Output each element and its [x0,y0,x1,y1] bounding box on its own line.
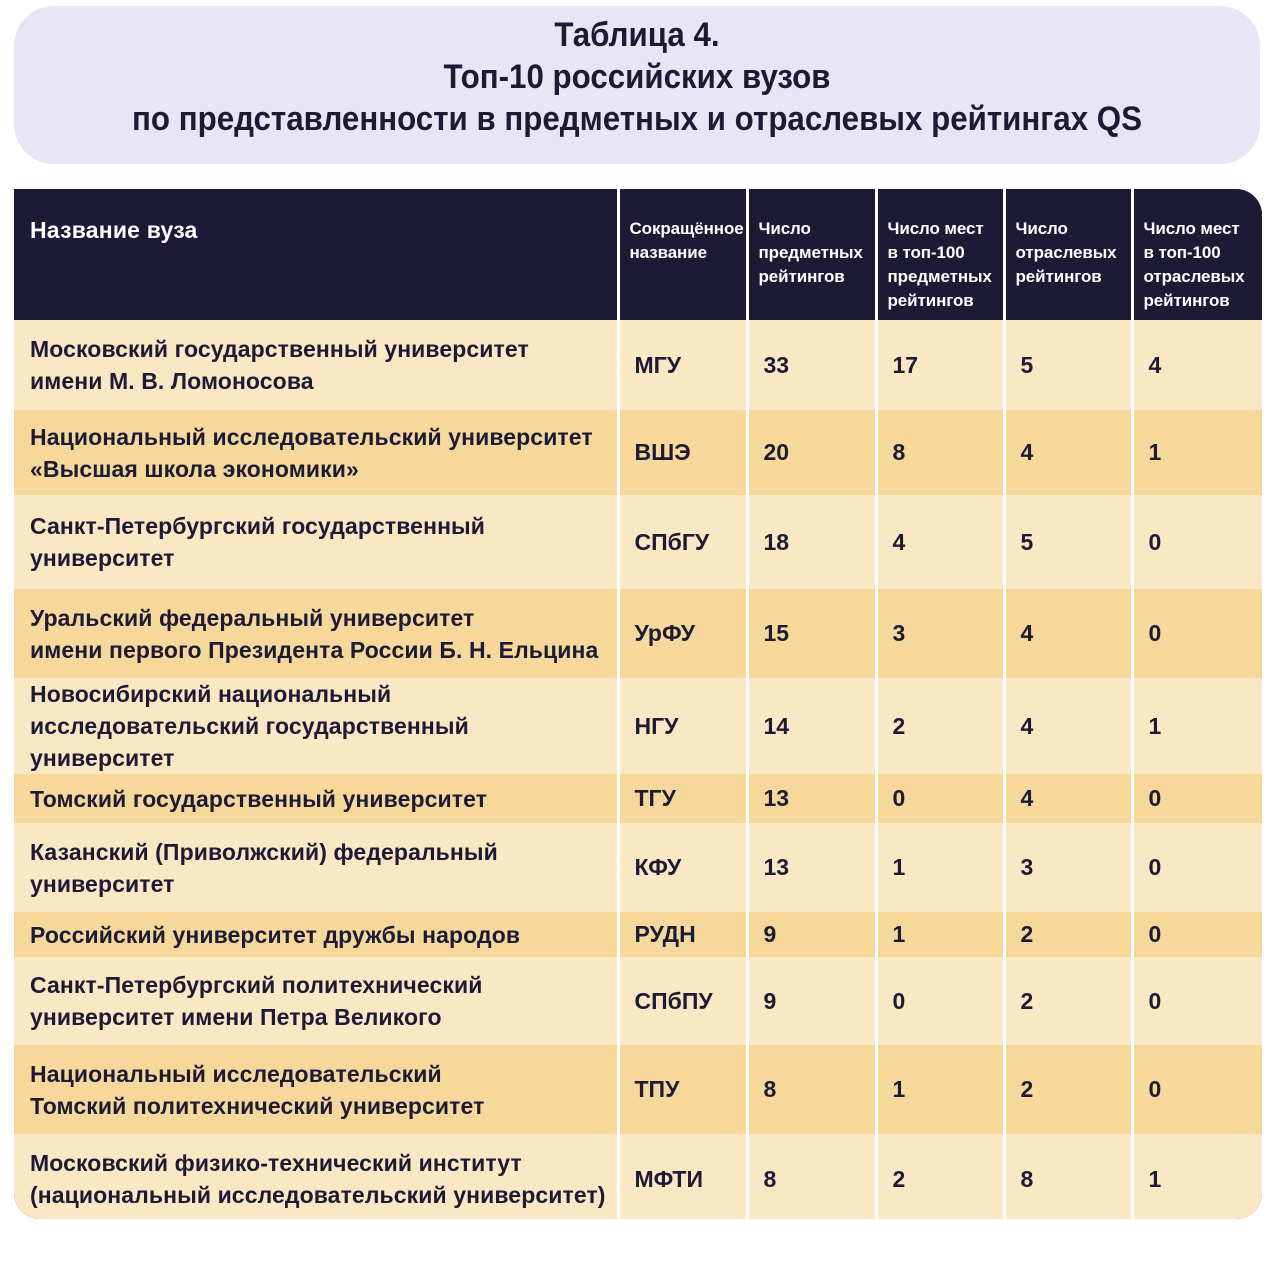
subject-top100-cell: 2 [876,1134,1004,1219]
subject-top100-cell: 4 [876,495,1004,589]
industry-top100-cell: 4 [1132,320,1262,410]
industry-count-cell: 4 [1004,589,1132,678]
university-name-cell: Московский государственный университет имени М. В. Ломоносова [14,320,618,410]
university-name-cell: Санкт-Петербургский политехнический университет имени Петра Великого [14,957,618,1045]
industry-count-cell: 4 [1004,410,1132,495]
industry-top100-cell: 0 [1132,957,1262,1045]
table-row [14,320,1262,410]
ranking-table [14,189,1262,1219]
header-subject-top100: Число мест в топ-100 предметных рейтингов [876,189,1004,320]
university-name-cell: Российский университет дружбы народов [14,912,618,957]
subject-count-cell: 33 [747,320,876,410]
university-name-cell: Национальный исследовательский Томский политехнический университет [14,1045,618,1134]
industry-count-cell: 2 [1004,912,1132,957]
subject-top100-cell: 1 [876,1045,1004,1134]
abbreviation-cell: РУДН [618,912,747,957]
industry-count-cell: 4 [1004,678,1132,774]
industry-top100-cell: 1 [1132,410,1262,495]
university-name-cell: Санкт-Петербургский государственный университет [14,495,618,589]
subject-count-cell: 9 [747,912,876,957]
table-title: Топ-10 российских вузов [443,58,831,96]
table-row [14,1134,1262,1219]
abbreviation-cell: КФУ [618,823,747,912]
abbreviation-cell: УрФУ [618,589,747,678]
subject-top100-cell: 8 [876,410,1004,495]
header-subject-count: Число предметных рейтингов [747,189,876,320]
industry-count-cell: 2 [1004,957,1132,1045]
subject-top100-cell: 17 [876,320,1004,410]
header-industry-top100: Число мест в топ-100 отраслевых рейтингов [1132,189,1262,320]
table-header-row [14,189,1262,320]
subject-top100-cell: 2 [876,678,1004,774]
abbreviation-cell: СПбГУ [618,495,747,589]
header-university-name: Название вуза [14,189,618,320]
industry-top100-cell: 0 [1132,823,1262,912]
subject-count-cell: 15 [747,589,876,678]
industry-top100-cell: 1 [1132,678,1262,774]
industry-count-cell: 8 [1004,1134,1132,1219]
abbreviation-cell: МГУ [618,320,747,410]
industry-count-cell: 5 [1004,495,1132,589]
university-name-cell: Уральский федеральный университет имени первого Президента России Б. Н. Ельцина [14,589,618,678]
subject-count-cell: 13 [747,823,876,912]
subject-top100-cell: 0 [876,774,1004,823]
industry-top100-cell: 0 [1132,495,1262,589]
industry-top100-cell: 0 [1132,589,1262,678]
abbreviation-cell: МФТИ [618,1134,747,1219]
table-row [14,678,1262,774]
table-row [14,410,1262,495]
header-industry-count: Число отраслевых рейтингов [1004,189,1132,320]
industry-count-cell: 2 [1004,1045,1132,1134]
table-row [14,774,1262,823]
subject-top100-cell: 0 [876,957,1004,1045]
table-row [14,823,1262,912]
abbreviation-cell: ТПУ [618,1045,747,1134]
industry-top100-cell: 0 [1132,1045,1262,1134]
industry-top100-cell: 0 [1132,774,1262,823]
subject-count-cell: 8 [747,1045,876,1134]
abbreviation-cell: НГУ [618,678,747,774]
subject-count-cell: 20 [747,410,876,495]
abbreviation-cell: СПбПУ [618,957,747,1045]
subject-count-cell: 8 [747,1134,876,1219]
subject-top100-cell: 1 [876,912,1004,957]
industry-count-cell: 3 [1004,823,1132,912]
subject-top100-cell: 1 [876,823,1004,912]
university-name-cell: Томский государственный университет [14,774,618,823]
ranking-table-container [14,189,1262,1219]
table-title-box [14,6,1260,164]
university-name-cell: Московский физико-технический институт (национальный исследовательский университет) [14,1134,618,1219]
industry-count-cell: 5 [1004,320,1132,410]
subject-top100-cell: 3 [876,589,1004,678]
table-subtitle: по представленности в предметных и отраслевых рейтингах QS [132,100,1142,138]
table-row [14,589,1262,678]
industry-count-cell: 4 [1004,774,1132,823]
subject-count-cell: 9 [747,957,876,1045]
subject-count-cell: 14 [747,678,876,774]
header-abbreviation: Сокращённое название [618,189,747,320]
table-row [14,957,1262,1045]
table-number: Таблица 4. [554,16,720,54]
university-name-cell: Новосибирский национальный исследовательский государственный университет [14,678,618,774]
abbreviation-cell: ТГУ [618,774,747,823]
table-row [14,912,1262,957]
university-name-cell: Национальный исследовательский университет «Высшая школа экономики» [14,410,618,495]
university-name-cell: Казанский (Приволжский) федеральный университет [14,823,618,912]
subject-count-cell: 13 [747,774,876,823]
subject-count-cell: 18 [747,495,876,589]
industry-top100-cell: 0 [1132,912,1262,957]
table-row [14,1045,1262,1134]
abbreviation-cell: ВШЭ [618,410,747,495]
industry-top100-cell: 1 [1132,1134,1262,1219]
table-row [14,495,1262,589]
